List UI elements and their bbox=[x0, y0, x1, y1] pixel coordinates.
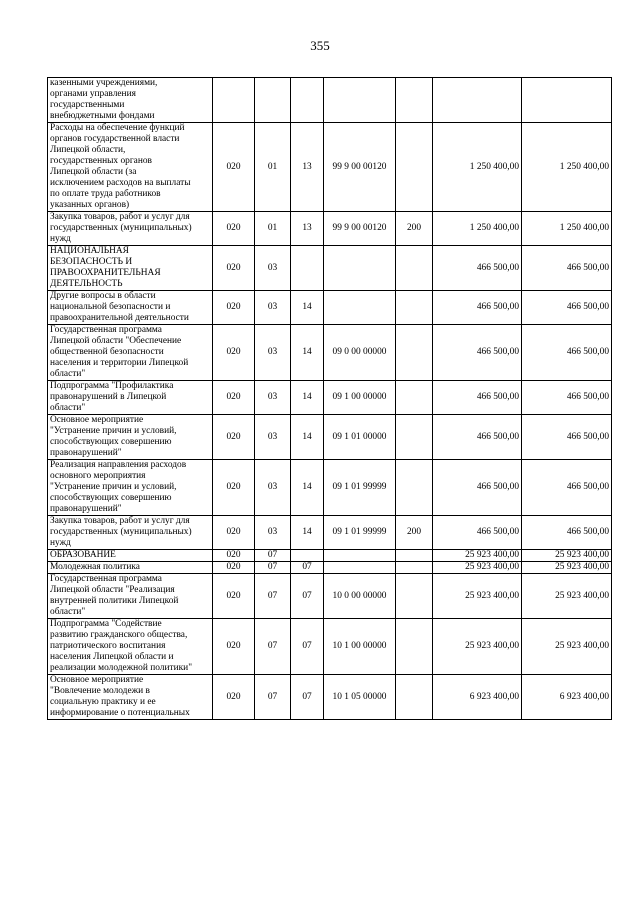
cell-amount-2: 25 923 400,00 bbox=[522, 619, 612, 675]
cell-podrazdel: 13 bbox=[291, 212, 324, 246]
cell-ved: 020 bbox=[213, 212, 255, 246]
row-name: Расходы на обеспечение функций органов государственной власти Липецкой области, государственных органов Липецкой области (за исключением расходов на выплаты по оплате труда работников указанных органов) bbox=[48, 123, 213, 212]
cell-ved: 020 bbox=[213, 460, 255, 516]
cell-amount-1: 25 923 400,00 bbox=[433, 550, 522, 562]
row-name: казенными учреждениями, органами управления государственными внебюджетными фондами bbox=[48, 78, 213, 123]
cell-podrazdel: 14 bbox=[291, 516, 324, 550]
cell-razdel: 03 bbox=[255, 460, 291, 516]
row-name: Подпрограмма "Профилактика правонарушений в Липецкой области" bbox=[48, 381, 213, 415]
cell-ved: 020 bbox=[213, 415, 255, 460]
cell-podrazdel: 14 bbox=[291, 291, 324, 325]
cell-amount-2: 466 500,00 bbox=[522, 325, 612, 381]
row-name: Государственная программа Липецкой области "Обеспечение общественной безопасности населения и территории Липецкой области" bbox=[48, 325, 213, 381]
cell-podrazdel: 14 bbox=[291, 460, 324, 516]
table-row bbox=[48, 675, 612, 720]
cell-expense-type bbox=[396, 78, 433, 123]
cell-podrazdel bbox=[291, 78, 324, 123]
row-name: Основное мероприятие "Вовлечение молодежи в социальную практику и ее информирование о потенциальных bbox=[48, 675, 213, 720]
cell-ved: 020 bbox=[213, 123, 255, 212]
cell-expense-type bbox=[396, 460, 433, 516]
cell-expense-type bbox=[396, 619, 433, 675]
row-name: Реализация направления расходов основного мероприятия "Устранение причин и условий, способствующих совершению правонарушений" bbox=[48, 460, 213, 516]
cell-expense-type bbox=[396, 291, 433, 325]
cell-podrazdel: 07 bbox=[291, 562, 324, 574]
cell-expense-type bbox=[396, 381, 433, 415]
cell-ved: 020 bbox=[213, 325, 255, 381]
cell-amount-1: 25 923 400,00 bbox=[433, 574, 522, 619]
row-name: Подпрограмма "Содействие развитию гражданского общества, патриотического воспитания населения Липецкой области и реализации молодежной политики" bbox=[48, 619, 213, 675]
cell-target-article: 99 9 00 00120 bbox=[324, 212, 396, 246]
cell-amount-2: 466 500,00 bbox=[522, 381, 612, 415]
cell-razdel: 01 bbox=[255, 212, 291, 246]
cell-expense-type bbox=[396, 574, 433, 619]
cell-razdel: 01 bbox=[255, 123, 291, 212]
cell-expense-type bbox=[396, 415, 433, 460]
cell-target-article: 09 1 01 99999 bbox=[324, 460, 396, 516]
row-name: Закупка товаров, работ и услуг для государственных (муниципальных) нужд bbox=[48, 212, 213, 246]
cell-razdel: 03 bbox=[255, 246, 291, 291]
cell-razdel: 03 bbox=[255, 325, 291, 381]
cell-ved bbox=[213, 78, 255, 123]
table-row bbox=[48, 246, 612, 291]
cell-amount-1: 466 500,00 bbox=[433, 516, 522, 550]
cell-target-article: 09 1 01 99999 bbox=[324, 516, 396, 550]
cell-amount-2: 6 923 400,00 bbox=[522, 675, 612, 720]
row-name: Государственная программа Липецкой области "Реализация внутренней политики Липецкой области" bbox=[48, 574, 213, 619]
cell-amount-2: 466 500,00 bbox=[522, 460, 612, 516]
cell-podrazdel: 14 bbox=[291, 325, 324, 381]
cell-amount-1: 25 923 400,00 bbox=[433, 562, 522, 574]
row-name: НАЦИОНАЛЬНАЯ БЕЗОПАСНОСТЬ И ПРАВООХРАНИТЕЛЬНАЯ ДЕЯТЕЛЬНОСТЬ bbox=[48, 246, 213, 291]
cell-target-article: 10 0 00 00000 bbox=[324, 574, 396, 619]
table-row bbox=[48, 619, 612, 675]
table-row bbox=[48, 550, 612, 562]
cell-podrazdel: 14 bbox=[291, 415, 324, 460]
cell-razdel bbox=[255, 78, 291, 123]
cell-expense-type bbox=[396, 123, 433, 212]
cell-amount-1: 466 500,00 bbox=[433, 460, 522, 516]
cell-ved: 020 bbox=[213, 574, 255, 619]
cell-ved: 020 bbox=[213, 516, 255, 550]
cell-target-article bbox=[324, 246, 396, 291]
table-row bbox=[48, 78, 612, 123]
cell-target-article: 09 1 00 00000 bbox=[324, 381, 396, 415]
cell-target-article bbox=[324, 291, 396, 325]
cell-expense-type: 200 bbox=[396, 212, 433, 246]
cell-target-article bbox=[324, 562, 396, 574]
cell-amount-2 bbox=[522, 78, 612, 123]
budget-table bbox=[47, 77, 612, 720]
cell-razdel: 07 bbox=[255, 675, 291, 720]
cell-expense-type bbox=[396, 246, 433, 291]
cell-amount-1: 466 500,00 bbox=[433, 415, 522, 460]
cell-target-article: 99 9 00 00120 bbox=[324, 123, 396, 212]
table-row bbox=[48, 516, 612, 550]
cell-amount-2: 466 500,00 bbox=[522, 291, 612, 325]
cell-podrazdel: 13 bbox=[291, 123, 324, 212]
table-row bbox=[48, 415, 612, 460]
cell-amount-1: 1 250 400,00 bbox=[433, 212, 522, 246]
cell-razdel: 07 bbox=[255, 574, 291, 619]
cell-amount-1: 466 500,00 bbox=[433, 291, 522, 325]
cell-ved: 020 bbox=[213, 675, 255, 720]
cell-razdel: 07 bbox=[255, 619, 291, 675]
cell-amount-1: 466 500,00 bbox=[433, 246, 522, 291]
cell-podrazdel: 14 bbox=[291, 381, 324, 415]
cell-target-article: 10 1 05 00000 bbox=[324, 675, 396, 720]
cell-amount-2: 466 500,00 bbox=[522, 246, 612, 291]
cell-podrazdel bbox=[291, 550, 324, 562]
cell-amount-1 bbox=[433, 78, 522, 123]
cell-podrazdel: 07 bbox=[291, 619, 324, 675]
cell-target-article bbox=[324, 550, 396, 562]
cell-ved: 020 bbox=[213, 381, 255, 415]
table-row bbox=[48, 381, 612, 415]
cell-expense-type bbox=[396, 550, 433, 562]
cell-target-article: 10 1 00 00000 bbox=[324, 619, 396, 675]
cell-amount-1: 25 923 400,00 bbox=[433, 619, 522, 675]
cell-expense-type bbox=[396, 562, 433, 574]
cell-amount-2: 25 923 400,00 bbox=[522, 574, 612, 619]
table-row bbox=[48, 291, 612, 325]
cell-ved: 020 bbox=[213, 619, 255, 675]
cell-expense-type bbox=[396, 675, 433, 720]
page-number: 355 bbox=[310, 38, 330, 53]
cell-amount-2: 25 923 400,00 bbox=[522, 562, 612, 574]
cell-razdel: 07 bbox=[255, 550, 291, 562]
cell-razdel: 03 bbox=[255, 381, 291, 415]
cell-target-article: 09 1 01 00000 bbox=[324, 415, 396, 460]
cell-podrazdel bbox=[291, 246, 324, 291]
cell-amount-1: 1 250 400,00 bbox=[433, 123, 522, 212]
row-name: ОБРАЗОВАНИЕ bbox=[48, 550, 213, 562]
table-row bbox=[48, 212, 612, 246]
cell-ved: 020 bbox=[213, 550, 255, 562]
cell-amount-2: 25 923 400,00 bbox=[522, 550, 612, 562]
cell-ved: 020 bbox=[213, 562, 255, 574]
cell-amount-2: 1 250 400,00 bbox=[522, 123, 612, 212]
cell-podrazdel: 07 bbox=[291, 574, 324, 619]
cell-razdel: 03 bbox=[255, 415, 291, 460]
table-row bbox=[48, 562, 612, 574]
cell-ved: 020 bbox=[213, 291, 255, 325]
cell-amount-2: 466 500,00 bbox=[522, 415, 612, 460]
cell-ved: 020 bbox=[213, 246, 255, 291]
cell-expense-type bbox=[396, 325, 433, 381]
row-name: Другие вопросы в области национальной безопасности и правоохранительной деятельности bbox=[48, 291, 213, 325]
row-name: Закупка товаров, работ и услуг для государственных (муниципальных) нужд bbox=[48, 516, 213, 550]
cell-podrazdel: 07 bbox=[291, 675, 324, 720]
cell-amount-2: 466 500,00 bbox=[522, 516, 612, 550]
cell-amount-1: 466 500,00 bbox=[433, 325, 522, 381]
cell-expense-type: 200 bbox=[396, 516, 433, 550]
cell-amount-1: 466 500,00 bbox=[433, 381, 522, 415]
cell-amount-1: 6 923 400,00 bbox=[433, 675, 522, 720]
cell-target-article: 09 0 00 00000 bbox=[324, 325, 396, 381]
row-name: Молодежная политика bbox=[48, 562, 213, 574]
table-row bbox=[48, 574, 612, 619]
cell-razdel: 07 bbox=[255, 562, 291, 574]
table-row bbox=[48, 123, 612, 212]
cell-razdel: 03 bbox=[255, 291, 291, 325]
cell-amount-2: 1 250 400,00 bbox=[522, 212, 612, 246]
cell-razdel: 03 bbox=[255, 516, 291, 550]
cell-target-article bbox=[324, 78, 396, 123]
table-row bbox=[48, 460, 612, 516]
row-name: Основное мероприятие "Устранение причин и условий, способствующих совершению правонарушений" bbox=[48, 415, 213, 460]
table-row bbox=[48, 325, 612, 381]
